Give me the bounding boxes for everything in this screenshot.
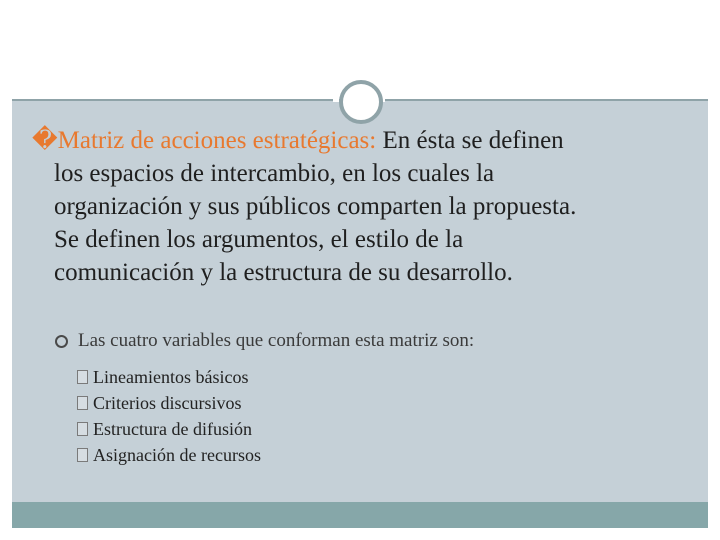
paragraph-line-3: organización y sus públicos comparten la propuesta.: [54, 193, 577, 220]
list-item-label: Criterios discursivos: [93, 393, 242, 413]
lead-marker: �: [32, 127, 58, 154]
highlight-term: Matriz de acciones estratégicas:: [57, 127, 377, 154]
list-item: [77, 364, 261, 390]
box-bullet-icon: [77, 422, 88, 436]
list-item-label: Estructura de difusión: [93, 419, 252, 439]
subheading: [55, 330, 474, 352]
paragraph-line-2: los espacios de intercambio, en los cuales la: [54, 160, 495, 187]
paragraph-line-5: comunicación y la estructura de su desarrollo.: [54, 259, 513, 286]
line1-rest: En ésta se definen: [376, 127, 564, 154]
main-paragraph: [32, 124, 692, 289]
footer-bar: [12, 502, 708, 528]
variables-list: [77, 364, 261, 468]
list-item-label: Lineamientos básicos: [93, 367, 249, 387]
box-bullet-icon: [77, 448, 88, 462]
paragraph-line-4: Se definen los argumentos, el estilo de la: [54, 226, 464, 253]
subheading-text: Las cuatro variables que conforman esta matriz son:: [78, 330, 475, 351]
list-item: [77, 416, 261, 442]
ring-bullet-icon: [55, 335, 68, 348]
box-bullet-icon: [77, 396, 88, 410]
box-bullet-icon: [77, 370, 88, 384]
list-item: [77, 442, 261, 468]
list-item-label: Asignación de recursos: [93, 445, 261, 465]
list-item: [77, 390, 261, 416]
circle-ornament-icon: [339, 80, 383, 124]
paragraph-line-1: [32, 124, 692, 157]
